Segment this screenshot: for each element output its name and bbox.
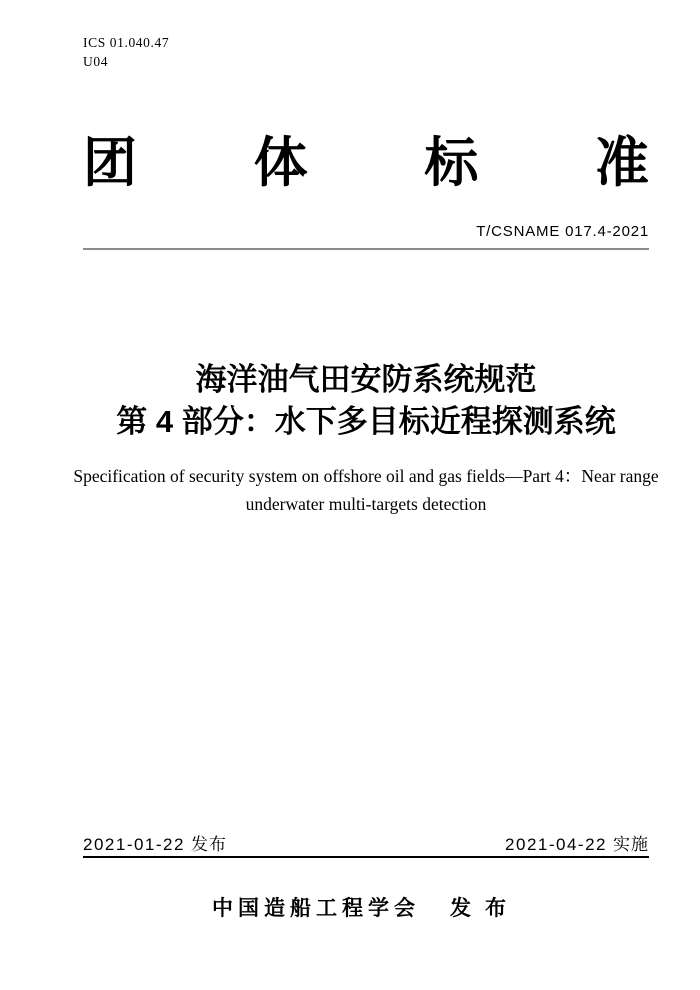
doc-type-char: 准 bbox=[594, 133, 649, 193]
implement-date: 2021-04-22 bbox=[505, 835, 607, 854]
standard-title-cn-line2: 第 4 部分：水下多目标近程探测系统 bbox=[116, 404, 616, 439]
standard-title-cn bbox=[83, 359, 649, 443]
issue-date-group bbox=[83, 834, 227, 856]
implement-date-group bbox=[505, 834, 649, 856]
publish-action-label: 发布 bbox=[450, 897, 520, 920]
doc-type-char: 体 bbox=[253, 133, 308, 193]
standard-title-en bbox=[67, 462, 665, 518]
ics-block bbox=[83, 33, 169, 71]
doc-type-char: 标 bbox=[424, 133, 479, 193]
standard-title-en-line1: Specification of security system on offshore oil and gas fields—Part 4：Near range bbox=[73, 466, 659, 486]
publisher-row bbox=[83, 894, 649, 924]
dates-row bbox=[83, 834, 649, 856]
standard-title-en-line2: underwater multi-targets detection bbox=[245, 494, 487, 514]
ics-code: ICS 01.040.47 bbox=[83, 35, 170, 50]
footer-divider bbox=[83, 856, 649, 858]
issue-label: 发布 bbox=[190, 835, 227, 854]
standard-title-cn-line1: 海洋油气田安防系统规范 bbox=[195, 362, 537, 397]
publisher-name: 中国造船工程学会 bbox=[212, 897, 420, 920]
doc-type-char: 团 bbox=[83, 133, 137, 193]
ics-classification: U04 bbox=[83, 54, 109, 69]
standard-number: T/CSNAME 017.4-2021 bbox=[476, 223, 649, 240]
header-divider bbox=[83, 248, 649, 250]
doc-type-title bbox=[83, 131, 649, 195]
implement-label: 实施 bbox=[613, 835, 649, 854]
issue-date: 2021-01-22 bbox=[83, 835, 185, 854]
